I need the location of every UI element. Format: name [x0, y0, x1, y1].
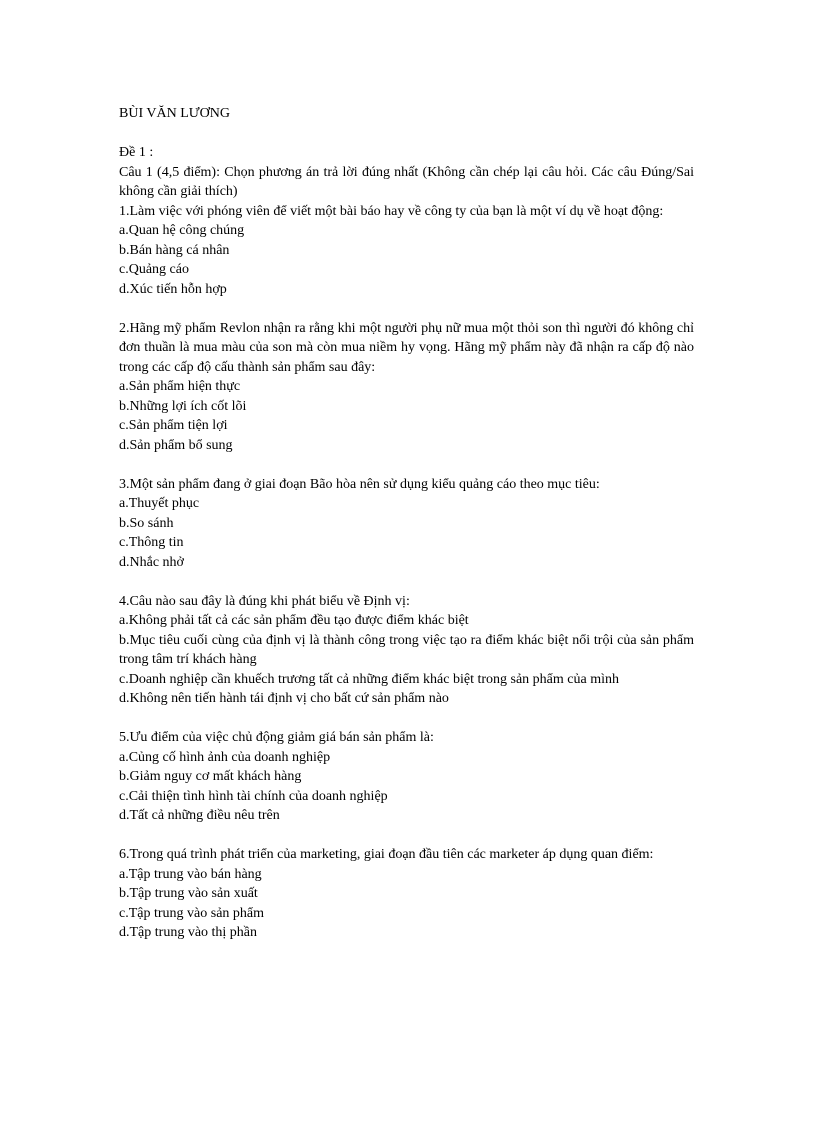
blank-line	[119, 299, 694, 319]
question-4	[119, 592, 694, 709]
option-c: c.Sản phẩm tiện lợi	[119, 418, 228, 433]
question-6	[119, 845, 694, 943]
option-a: a.Quan hệ công chúng	[119, 223, 245, 238]
option-d: d.Tập trung vào thị phần	[119, 925, 258, 940]
question-text: 5.Ưu điểm của việc chủ động giảm giá bán sản phẩm là:	[119, 730, 434, 745]
option-c: c.Doanh nghiệp cần khuếch trương tất cả những điểm khác biệt trong sản phẩm của mình	[119, 671, 619, 687]
option-a: a.Thuyết phục	[119, 496, 200, 511]
question-text: 2.Hãng mỹ phẩm Revlon nhận ra rằng khi một người phụ nữ mua một thỏi son thì người đó không chỉ đơn thuần là mua màu của son mà còn mua niềm hy vọng. Hãng mỹ phẩm này đã nhận ra cấp độ nào trong các cấp độ cấu thành sản phẩm sau đây:	[119, 320, 694, 375]
blank-line	[119, 455, 694, 475]
question-3	[119, 475, 694, 573]
question-text: 1.Làm việc với phóng viên để viết một bài báo hay về công ty của bạn là một ví dụ về hoạt động:	[119, 203, 664, 219]
question-1	[119, 202, 694, 300]
question-5	[119, 728, 694, 826]
option-a: a.Sản phẩm hiện thực	[119, 379, 241, 394]
option-c: c.Cải thiện tình hình tài chính của doanh nghiệp	[119, 788, 388, 804]
question-2	[119, 319, 694, 456]
question-text: 4.Câu nào sau đây là đúng khi phát biểu về Định vị:	[119, 593, 410, 609]
option-b: b.So sánh	[119, 515, 174, 531]
blank-line	[119, 124, 694, 144]
option-c: c.Quảng cáo	[119, 262, 189, 277]
option-c: c.Thông tin	[119, 535, 184, 550]
blank-line	[119, 826, 694, 846]
option-a: a.Không phải tất cả các sản phẩm đều tạo được điểm khác biệt	[119, 613, 469, 628]
option-b: b.Tập trung vào sản xuất	[119, 886, 258, 901]
blank-line	[119, 709, 694, 729]
option-b: b.Những lợi ích cốt lõi	[119, 398, 247, 414]
option-a: a.Tập trung vào bán hàng	[119, 866, 262, 882]
option-c: c.Tập trung vào sản phẩm	[119, 905, 265, 921]
document-page	[119, 104, 694, 943]
option-d: d.Không nên tiến hành tái định vị cho bất cứ sản phẩm nào	[119, 691, 449, 706]
question-text: 6.Trong quá trình phát triển của marketing, giai đoạn đầu tiên các marketer áp dụng quan điểm:	[119, 847, 654, 862]
option-d: d.Xúc tiến hỗn hợp	[119, 281, 227, 297]
option-a: a.Củng cố hình ảnh của doanh nghiệp	[119, 749, 331, 765]
section-instruction: Câu 1 (4,5 điểm): Chọn phương án trả lời đúng nhất (Không cần chép lại câu hỏi. Các câu Đúng/Sai không cần giải thích)	[119, 164, 694, 199]
option-d: d.Nhắc nhở	[119, 554, 184, 570]
option-b: b.Giảm nguy cơ mất khách hàng	[119, 769, 302, 784]
option-b: b.Bán hàng cá nhân	[119, 242, 230, 258]
option-d: d.Sản phẩm bổ sung	[119, 437, 233, 453]
question-text: 3.Một sản phẩm đang ở giai đoạn Bão hòa nên sử dụng kiểu quảng cáo theo mục tiêu:	[119, 476, 600, 492]
option-b: b.Mục tiêu cuối cùng của định vị là thành công trong việc tạo ra điểm khác biệt nổi trội của sản phẩm trong tâm trí khách hàng	[119, 632, 694, 667]
option-d: d.Tất cả những điều nêu trên	[119, 808, 280, 823]
author-name: BÙI VĂN LƯƠNG	[119, 106, 230, 121]
exam-label: Đề 1 :	[119, 145, 154, 160]
blank-line	[119, 572, 694, 592]
